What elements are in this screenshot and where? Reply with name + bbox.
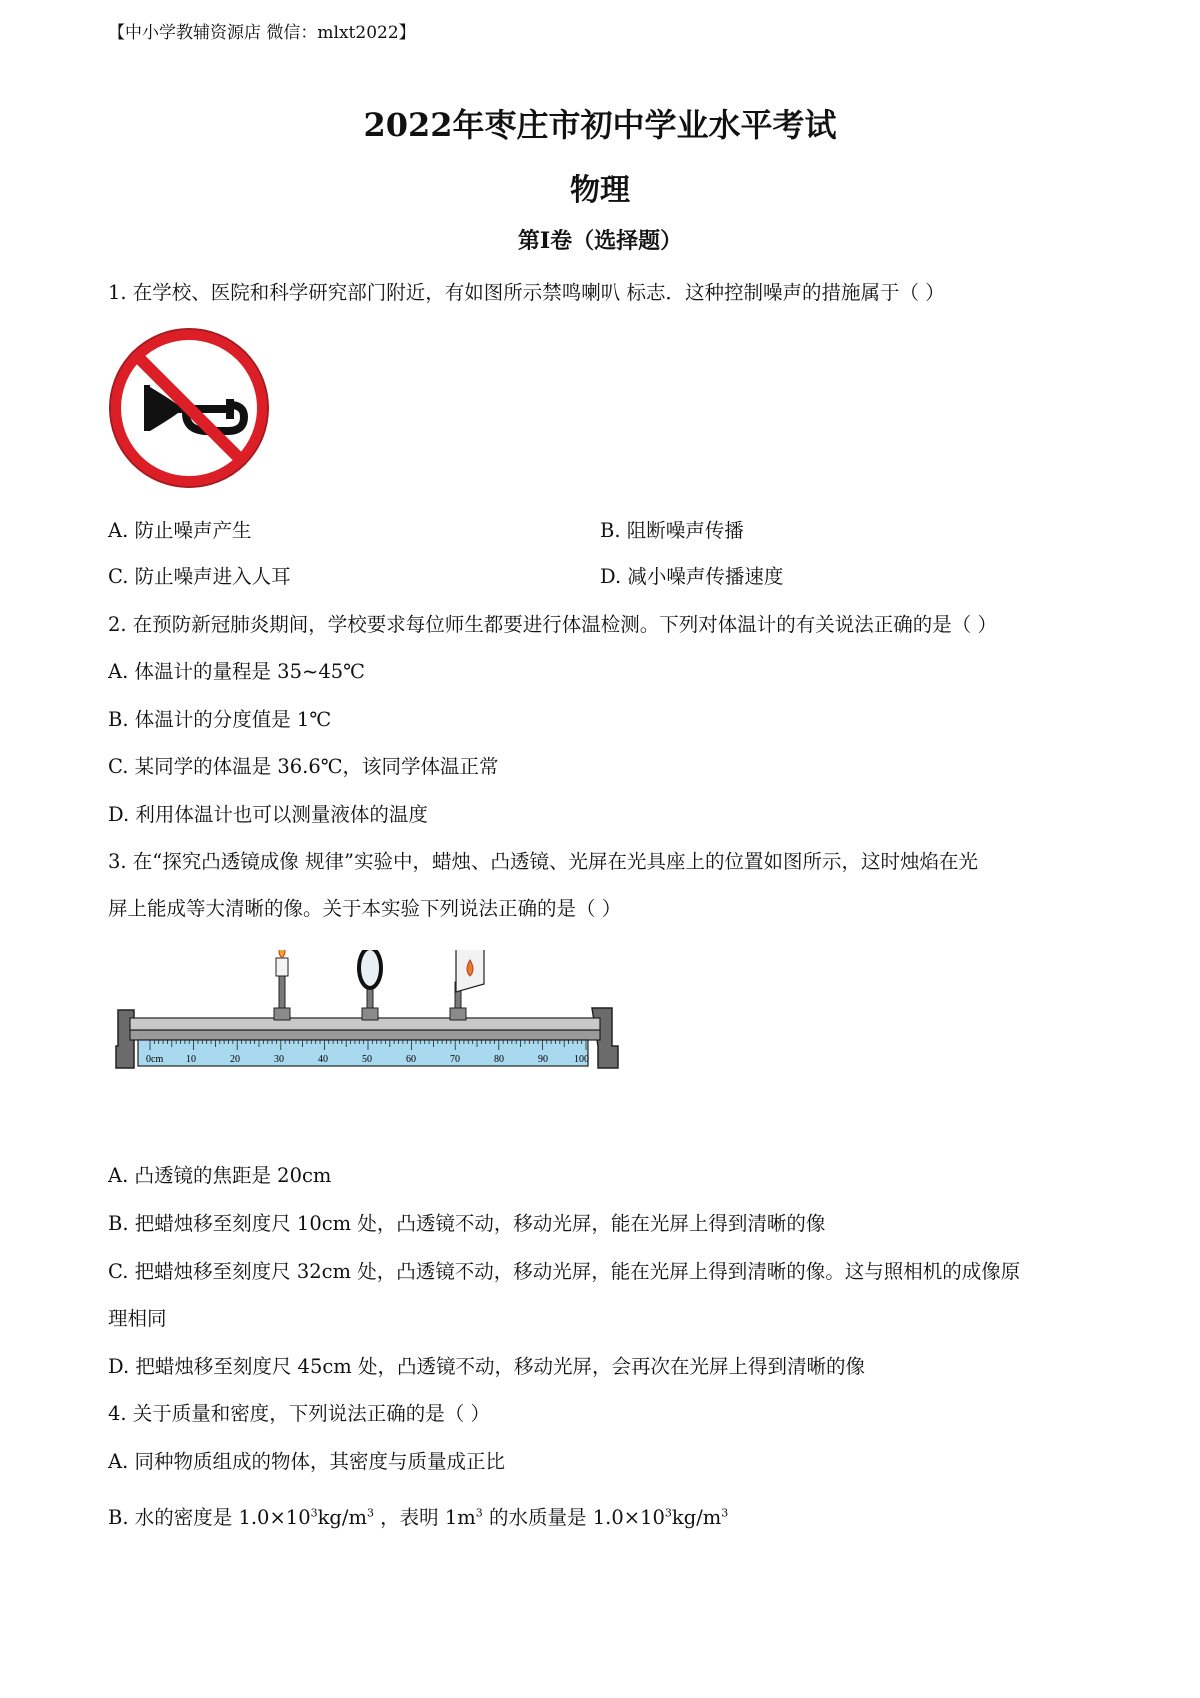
convex-lens-icon <box>359 950 381 1020</box>
q2-option-a: A. 体温计的量程是 35~45℃ <box>108 660 365 683</box>
subject-title: 物理 <box>570 173 630 208</box>
q1-option-d: D. 减小噪声传播速度 <box>600 565 784 588</box>
ruler-label-90: 90 <box>538 1054 548 1065</box>
volume-value: $1m^3$ <box>444 1506 483 1529</box>
q3-option-a: A. 凸透镜的焦距是 20cm <box>108 1164 332 1187</box>
q4-stem: 4. 关于质量和密度，下列说法正确的是（ ） <box>108 1402 491 1425</box>
q2-stem: 2. 在预防新冠肺炎期间，学校要求每位师生都要进行体温检测。下列对体温计的有关说法正确的是（ ） <box>108 613 998 636</box>
q4-option-a: A. 同种物质组成的物体，其密度与质量成正比 <box>108 1450 505 1473</box>
candle-icon <box>274 950 290 1020</box>
q3-option-c-line1: C. 把蜡烛移至刻度尺 32cm 处，凸透镜不动，移动光屏，能在光屏上得到清晰的像。这与照相机的成像原 <box>108 1260 1021 1283</box>
ruler-label-30: 30 <box>274 1054 284 1065</box>
ruler-label-40: 40 <box>318 1054 328 1065</box>
q1-stem: 1. 在学校、医院和科学研究部门附近，有如图所示禁鸣喇叭 标志．这种控制噪声的措施属于（ ） <box>108 281 945 304</box>
q4-b-prefix: B. 水的密度是 <box>108 1506 233 1529</box>
q3-option-d: D. 把蜡烛移至刻度尺 45cm 处，凸透镜不动，移动光屏，会再次在光屏上得到清晰的像 <box>108 1355 865 1378</box>
density-value: $1.0\times 10^3kg/m^3$ <box>238 1506 374 1529</box>
mass-value: $1.0\times 10^3kg/m^3$ <box>592 1506 729 1529</box>
q4-b-post: 的水质量是 <box>489 1506 587 1529</box>
q4-b-middle: ，表明 <box>380 1506 439 1529</box>
ruler-label-50: 50 <box>362 1054 372 1065</box>
ruler-label-10: 10 <box>186 1054 196 1065</box>
header-watermark: 【中小学教辅资源店 微信：mlxt2022】 <box>108 23 416 43</box>
ruler-label-70: 70 <box>450 1054 460 1065</box>
q2-option-c: C. 某同学的体温是 36.6℃，该同学体温正常 <box>108 755 499 778</box>
exam-title: 2022年枣庄市初中学业水平考试 <box>363 106 837 144</box>
q3-option-b: B. 把蜡烛移至刻度尺 10cm 处，凸透镜不动，移动光屏，能在光屏上得到清晰的像 <box>108 1212 826 1235</box>
q3-stem-line2: 屏上能成等大清晰的像。关于本实验下列说法正确的是（ ） <box>108 897 622 920</box>
ruler-label-20: 20 <box>230 1054 240 1065</box>
q4-option-b <box>108 1502 728 1530</box>
light-screen-icon <box>450 950 484 1020</box>
ruler-label-60: 60 <box>406 1054 416 1065</box>
ruler-label-100: 100 <box>574 1054 589 1065</box>
section-title: 第I卷（选择题） <box>517 228 683 254</box>
q3-option-c-line2: 理相同 <box>108 1307 167 1330</box>
q1-option-a: A. 防止噪声产生 <box>108 519 252 542</box>
optical-bench-figure <box>108 950 628 1110</box>
q3-stem-line1: 3. 在“探究凸透镜成像 规律”实验中，蜡烛、凸透镜、光屏在光具座上的位置如图所示，这时烛焰在光 <box>108 850 978 873</box>
q1-option-c: C. 防止噪声进入人耳 <box>108 565 291 588</box>
q1-option-b: B. 阻断噪声传播 <box>600 519 744 542</box>
q2-option-d: D. 利用体温计也可以测量液体的温度 <box>108 803 428 826</box>
no-horn-sign-icon <box>108 327 270 489</box>
q2-option-b: B. 体温计的分度值是 1℃ <box>108 708 332 731</box>
ruler-label-0: 0cm <box>146 1054 164 1065</box>
ruler-label-80: 80 <box>494 1054 504 1065</box>
